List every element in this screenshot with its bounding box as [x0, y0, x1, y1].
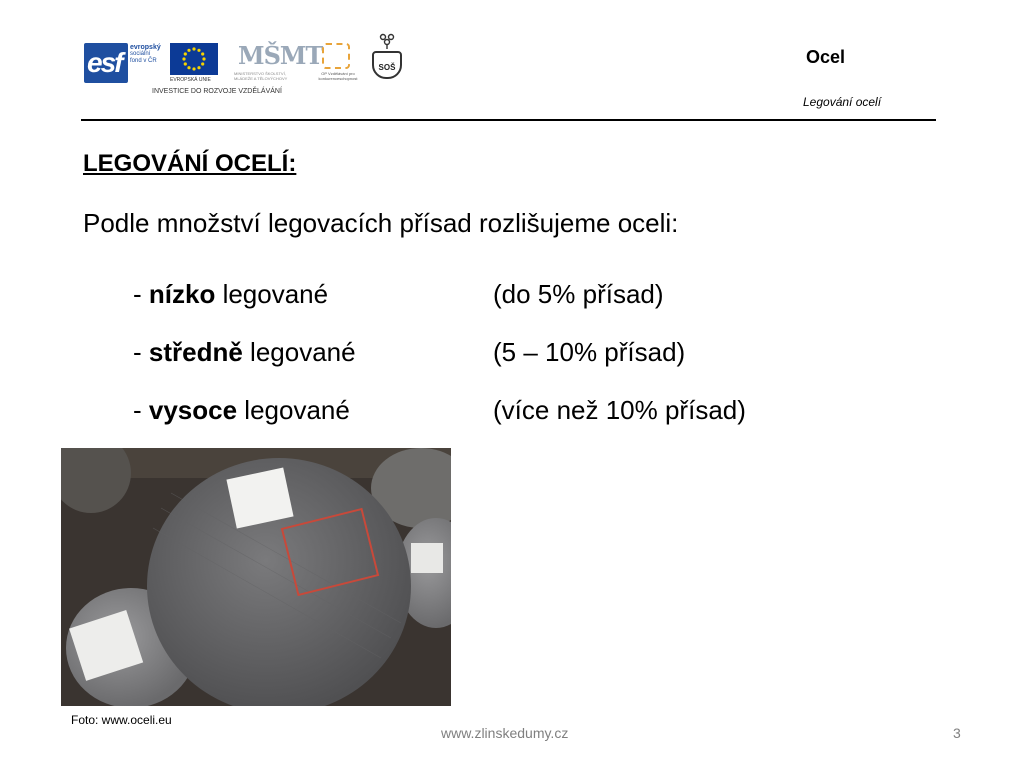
page-number: 3 [953, 725, 961, 741]
sos-logo-text: SOŠ [378, 63, 396, 72]
list-dash: - [133, 279, 149, 309]
esf-logo-mark [84, 43, 128, 83]
category-suffix: legované [215, 279, 329, 309]
footer-website: www.zlinskedumy.cz [441, 725, 569, 741]
esf-logo-letters: esf [87, 47, 122, 78]
sos-logo [370, 33, 406, 81]
steel-bars-photo [61, 448, 451, 706]
steel-category [133, 395, 493, 426]
esf-text-line: sociální [130, 51, 151, 57]
category-suffix: legované [242, 337, 356, 367]
esf-logo-text [130, 44, 170, 65]
esf-text-line: fond v ČR [130, 58, 157, 64]
eu-caption: EVROPSKÁ UNIE [170, 77, 211, 83]
msmt-logo [234, 41, 323, 85]
list-dash: - [133, 395, 149, 425]
document-title: Ocel [806, 47, 846, 67]
esf-text-line: evropský [130, 44, 161, 51]
alloy-range: (více než 10% přísad) [493, 395, 746, 425]
list-item [133, 337, 685, 368]
logo-bar [84, 33, 414, 103]
alloy-range: (do 5% přísad) [493, 279, 664, 309]
list-item [133, 279, 664, 310]
esf-logo [84, 43, 166, 83]
category-keyword: středně [148, 337, 243, 367]
msmt-logo-letters: MŠMT [238, 41, 323, 70]
list-item [133, 395, 746, 426]
steel-bars-image [61, 448, 451, 706]
alloy-range: (5 – 10% přísad) [493, 337, 686, 367]
section-heading: LEGOVÁNÍ OCELÍ: [83, 150, 297, 177]
sos-emblem-icon [378, 33, 396, 49]
list-dash: - [133, 337, 149, 367]
op-caption: OP Vzdělávání pro konkurenceschopnost [318, 71, 358, 81]
header-divider [81, 119, 936, 121]
eu-flag-logo [170, 43, 218, 75]
category-keyword: nízko [148, 279, 216, 309]
category-keyword: vysoce [148, 395, 238, 425]
steel-category [133, 279, 493, 310]
intro-text: Podle množství legovacích přísad rozlišujeme oceli: [83, 208, 679, 238]
eu-stars-icon [170, 43, 218, 75]
document-subtitle: Legování ocelí [803, 95, 882, 109]
category-suffix: legované [237, 395, 350, 425]
steel-category [133, 337, 493, 368]
photo-caption: Foto: www.oceli.eu [71, 713, 172, 727]
msmt-caption: MINISTERSTVO ŠKOLSTVÍ, MLÁDEŽE A TĚLOVÝCHOVY [234, 71, 288, 81]
op-logo [316, 41, 356, 87]
investice-caption: INVESTICE DO ROZVOJE VZDĚLÁVÁNÍ [152, 88, 282, 95]
sos-shield [372, 51, 402, 79]
op-logo-mark [322, 43, 350, 69]
